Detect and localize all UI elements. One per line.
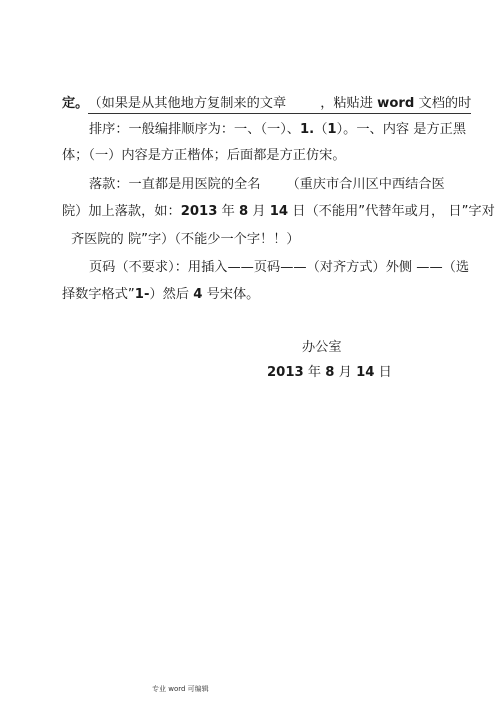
text-signature-year-char: 年: [303, 365, 326, 380]
paragraph-1-line-1: [62, 95, 471, 114]
text-num-1: 1.: [300, 122, 315, 137]
text-date-example-d: 日（不能用”代替年或月， 日”字对: [288, 204, 495, 219]
text-number-format-a: 择数字格式”: [62, 287, 135, 302]
underlined-instruction: [88, 95, 471, 114]
text-signature-month: 8: [325, 365, 335, 380]
text-lead: 定。: [62, 96, 89, 111]
text-hospital-name: （重庆市合川区中西结合医: [286, 177, 445, 192]
text-align-note: 齐医院的 院”字）（不能少一个字！！）: [71, 232, 300, 247]
paragraph-3-line-3: [71, 231, 300, 249]
text-paren-open: （: [88, 96, 102, 111]
text-ordering-label: 排序：一般编排顺序为：一、（一）、: [89, 122, 300, 137]
text-date-example-a: 院）加上落款，如：: [62, 204, 181, 219]
paragraph-4-line-1: [89, 259, 469, 277]
text-signature-day: 14: [356, 365, 375, 380]
text-page-number-instruction: 页码（不要求）：用插入——页码——（对齐方式）外侧 ——（选: [89, 260, 470, 275]
text-year: 2013: [180, 204, 218, 219]
text-month: 8: [238, 204, 249, 219]
text-number-format: 1-: [134, 287, 150, 302]
text-paren: （: [314, 122, 328, 137]
text-office: 办公室: [302, 340, 342, 355]
text-copied-article: 如果是从其他地方复制来的文章: [101, 96, 287, 111]
text-signature-label: 落款：一直都是用医院的全名: [89, 177, 261, 192]
text-day: 14: [269, 204, 289, 219]
text-number-format-c: 号宋体。: [202, 287, 260, 302]
text-signature-month-char: 月: [334, 365, 357, 380]
text-paste-into: ，粘贴进: [320, 96, 378, 111]
paragraph-2-line-1: [89, 121, 466, 139]
paragraph-3-line-1: [89, 176, 445, 194]
text-num-2: 1: [327, 122, 337, 137]
signature-office: [302, 339, 342, 357]
text-month-char: 月: [248, 204, 270, 219]
paragraph-2-line-2: [62, 147, 346, 165]
text-signature-day-char: 日: [374, 365, 392, 380]
page-footer: 专业 word 可编辑: [152, 685, 209, 693]
text-font-spec: 体；（一）内容是方正楷体；后面都是方正仿宋。: [62, 148, 346, 163]
text-document-time: 文档的时: [414, 96, 472, 111]
text-word: word: [377, 96, 415, 111]
text-ordering-rest: ）。一、内容 是方正黑: [336, 122, 467, 137]
text-font-size: 4: [193, 287, 203, 302]
signature-date: [267, 364, 392, 382]
text-year-char: 年: [217, 204, 239, 219]
paragraph-3-line-2: [62, 203, 495, 221]
text-number-format-b: ）然后: [149, 287, 194, 302]
text-signature-year: 2013: [267, 365, 304, 380]
paragraph-4-line-2: [62, 286, 259, 304]
